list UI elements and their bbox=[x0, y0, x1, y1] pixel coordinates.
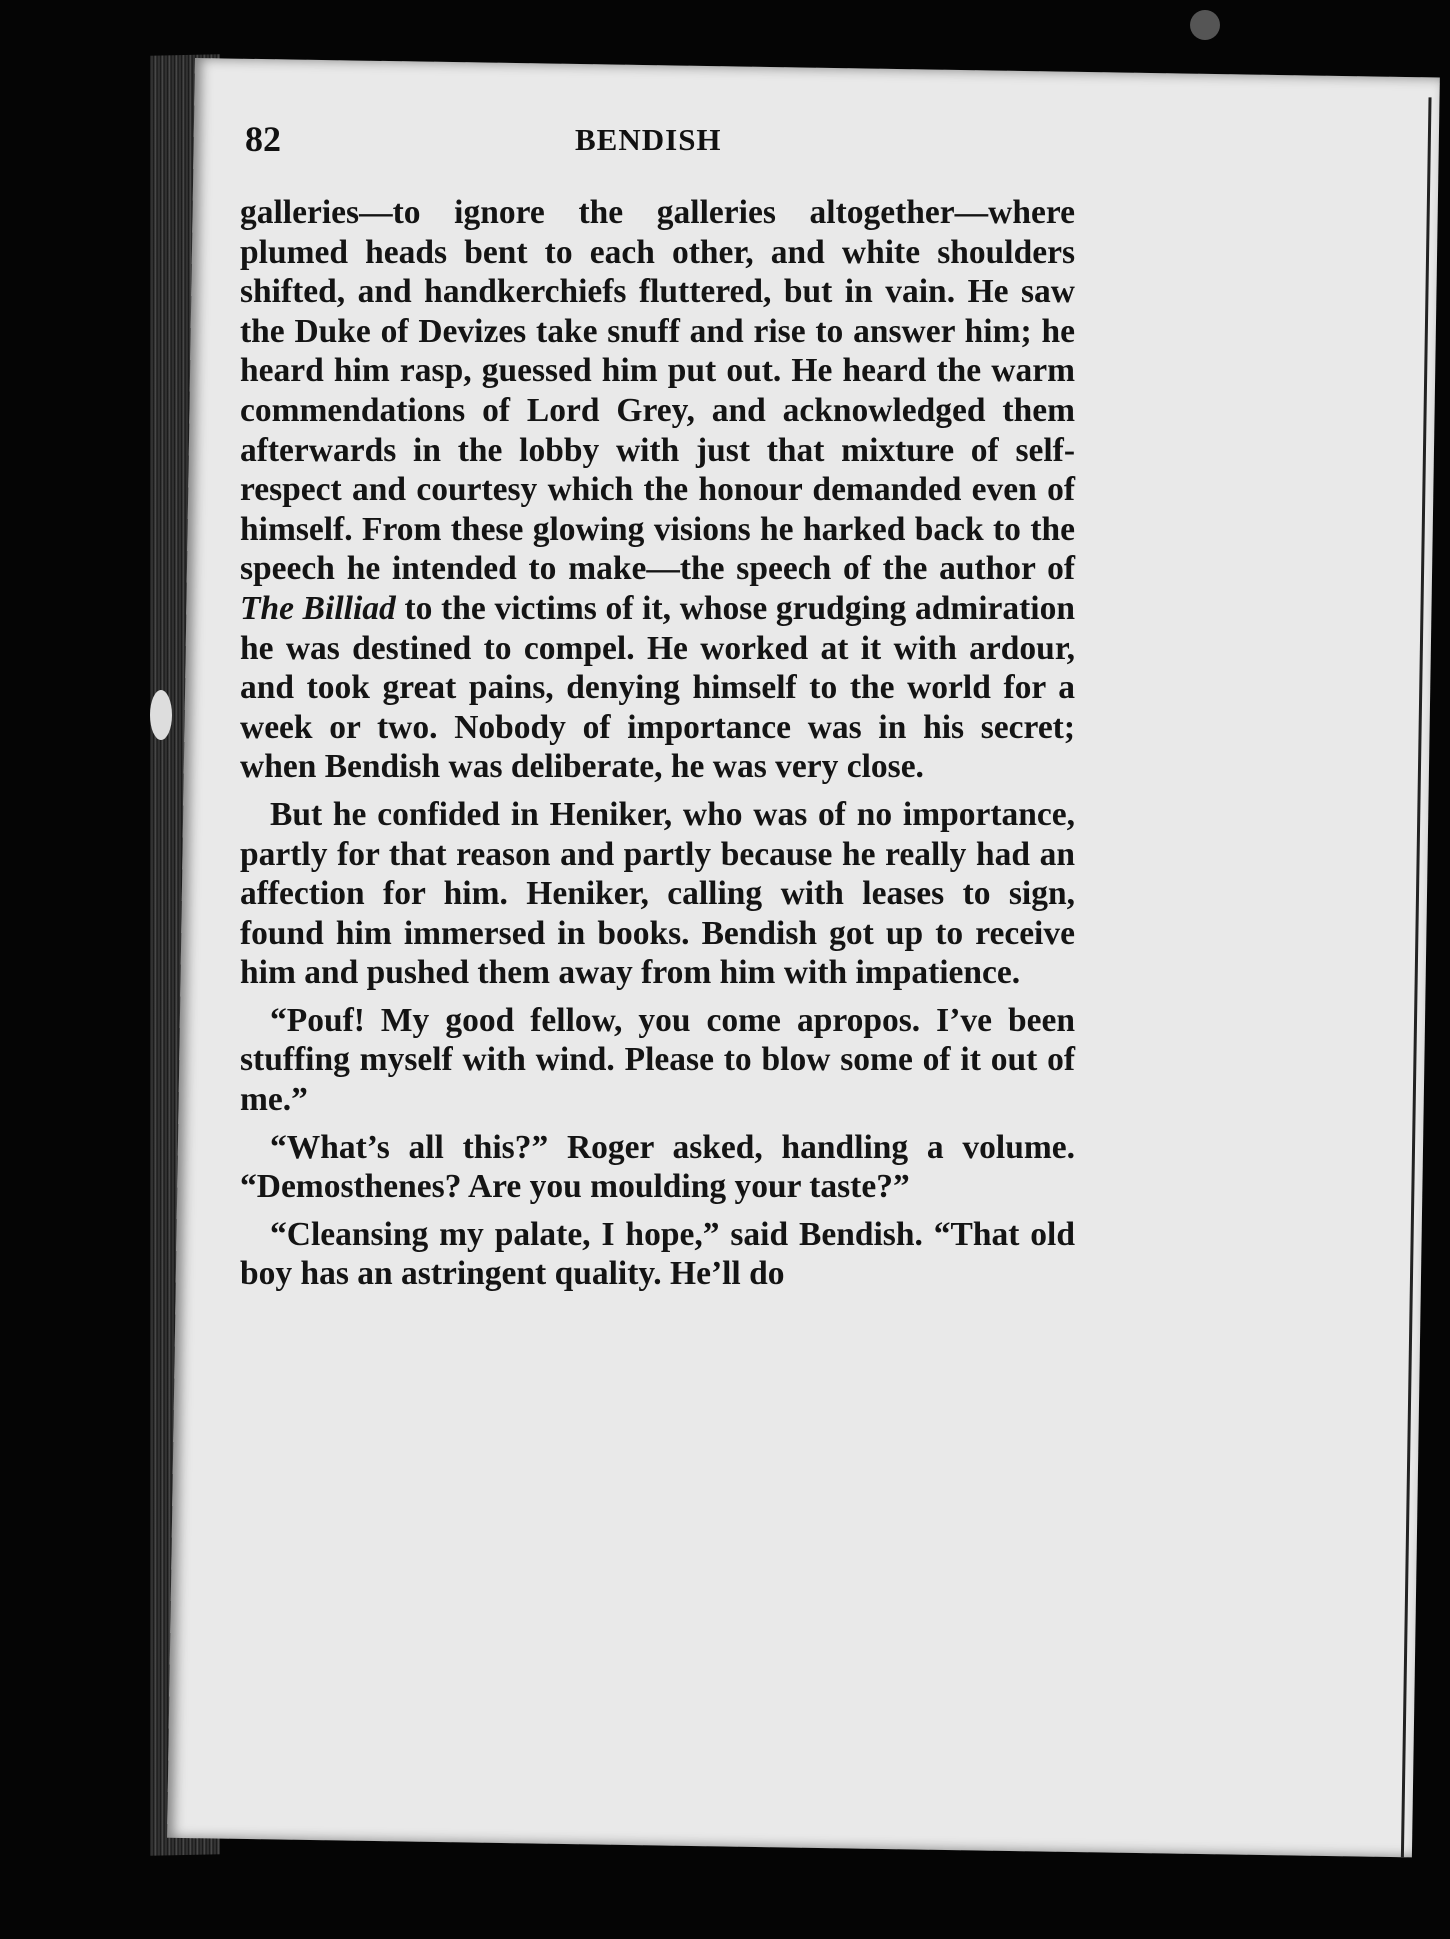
paragraph-text: “What’s all this?” Roger asked, handling a volume. “Demosthenes? Are you moulding your taste?” bbox=[240, 1128, 1075, 1206]
paragraph bbox=[240, 193, 1075, 787]
paragraph bbox=[240, 1128, 1075, 1207]
paragraph-text: “Pouf! My good fellow, you come apropos. I’ve been stuffing myself with wind. Please to blow some of it out of me.” bbox=[240, 1001, 1075, 1119]
paragraph bbox=[240, 1215, 1075, 1294]
page-number: 82 bbox=[245, 119, 281, 159]
paragraph-text: “Cleansing my palate, I hope,” said Bendish. “That old boy has an astringent quality. He’ll do bbox=[240, 1215, 1075, 1293]
running-title: BENDISH bbox=[575, 122, 722, 157]
book-title-italic: The Billiad bbox=[240, 589, 396, 627]
paragraph bbox=[240, 1001, 1075, 1120]
paragraph-text: galleries—to ignore the galleries altogether—where plumed heads bent to each other, and white shoulders shifted, and handkerchiefs fluttered, but in vain. He saw the Duke of Devizes take snuff and rise to answer him; he heard him rasp, guessed him put out. He heard the warm commendations of Lord Grey, and acknowledged them afterwards in the lobby with just that mixture of self-respect and courtesy which the honour demanded even of himself. From these glowing visions he harked back to the speech he intended to make—the speech of the author of bbox=[240, 194, 1075, 588]
paragraph-text: But he confided in Heniker, who was of no importance, partly for that reason and partly because he really had an affection for him. Heniker, calling with leases to sign, found him immersed in books. Bendish got up to receive him and pushed them away from him with impatience. bbox=[240, 795, 1075, 992]
page-header bbox=[245, 118, 845, 178]
body-text bbox=[240, 193, 1075, 1302]
paragraph bbox=[240, 795, 1075, 993]
scan-speck bbox=[1190, 10, 1220, 40]
scan-speck bbox=[150, 690, 172, 740]
paragraph-text: to the victims of it, whose grudging admiration he was destined to compel. He worked at it with ardour, and took great pains, denying himself to the world for a week or two. Nobody of importance was in his secret; when Bendish was deliberate, he was very close. bbox=[240, 589, 1075, 786]
